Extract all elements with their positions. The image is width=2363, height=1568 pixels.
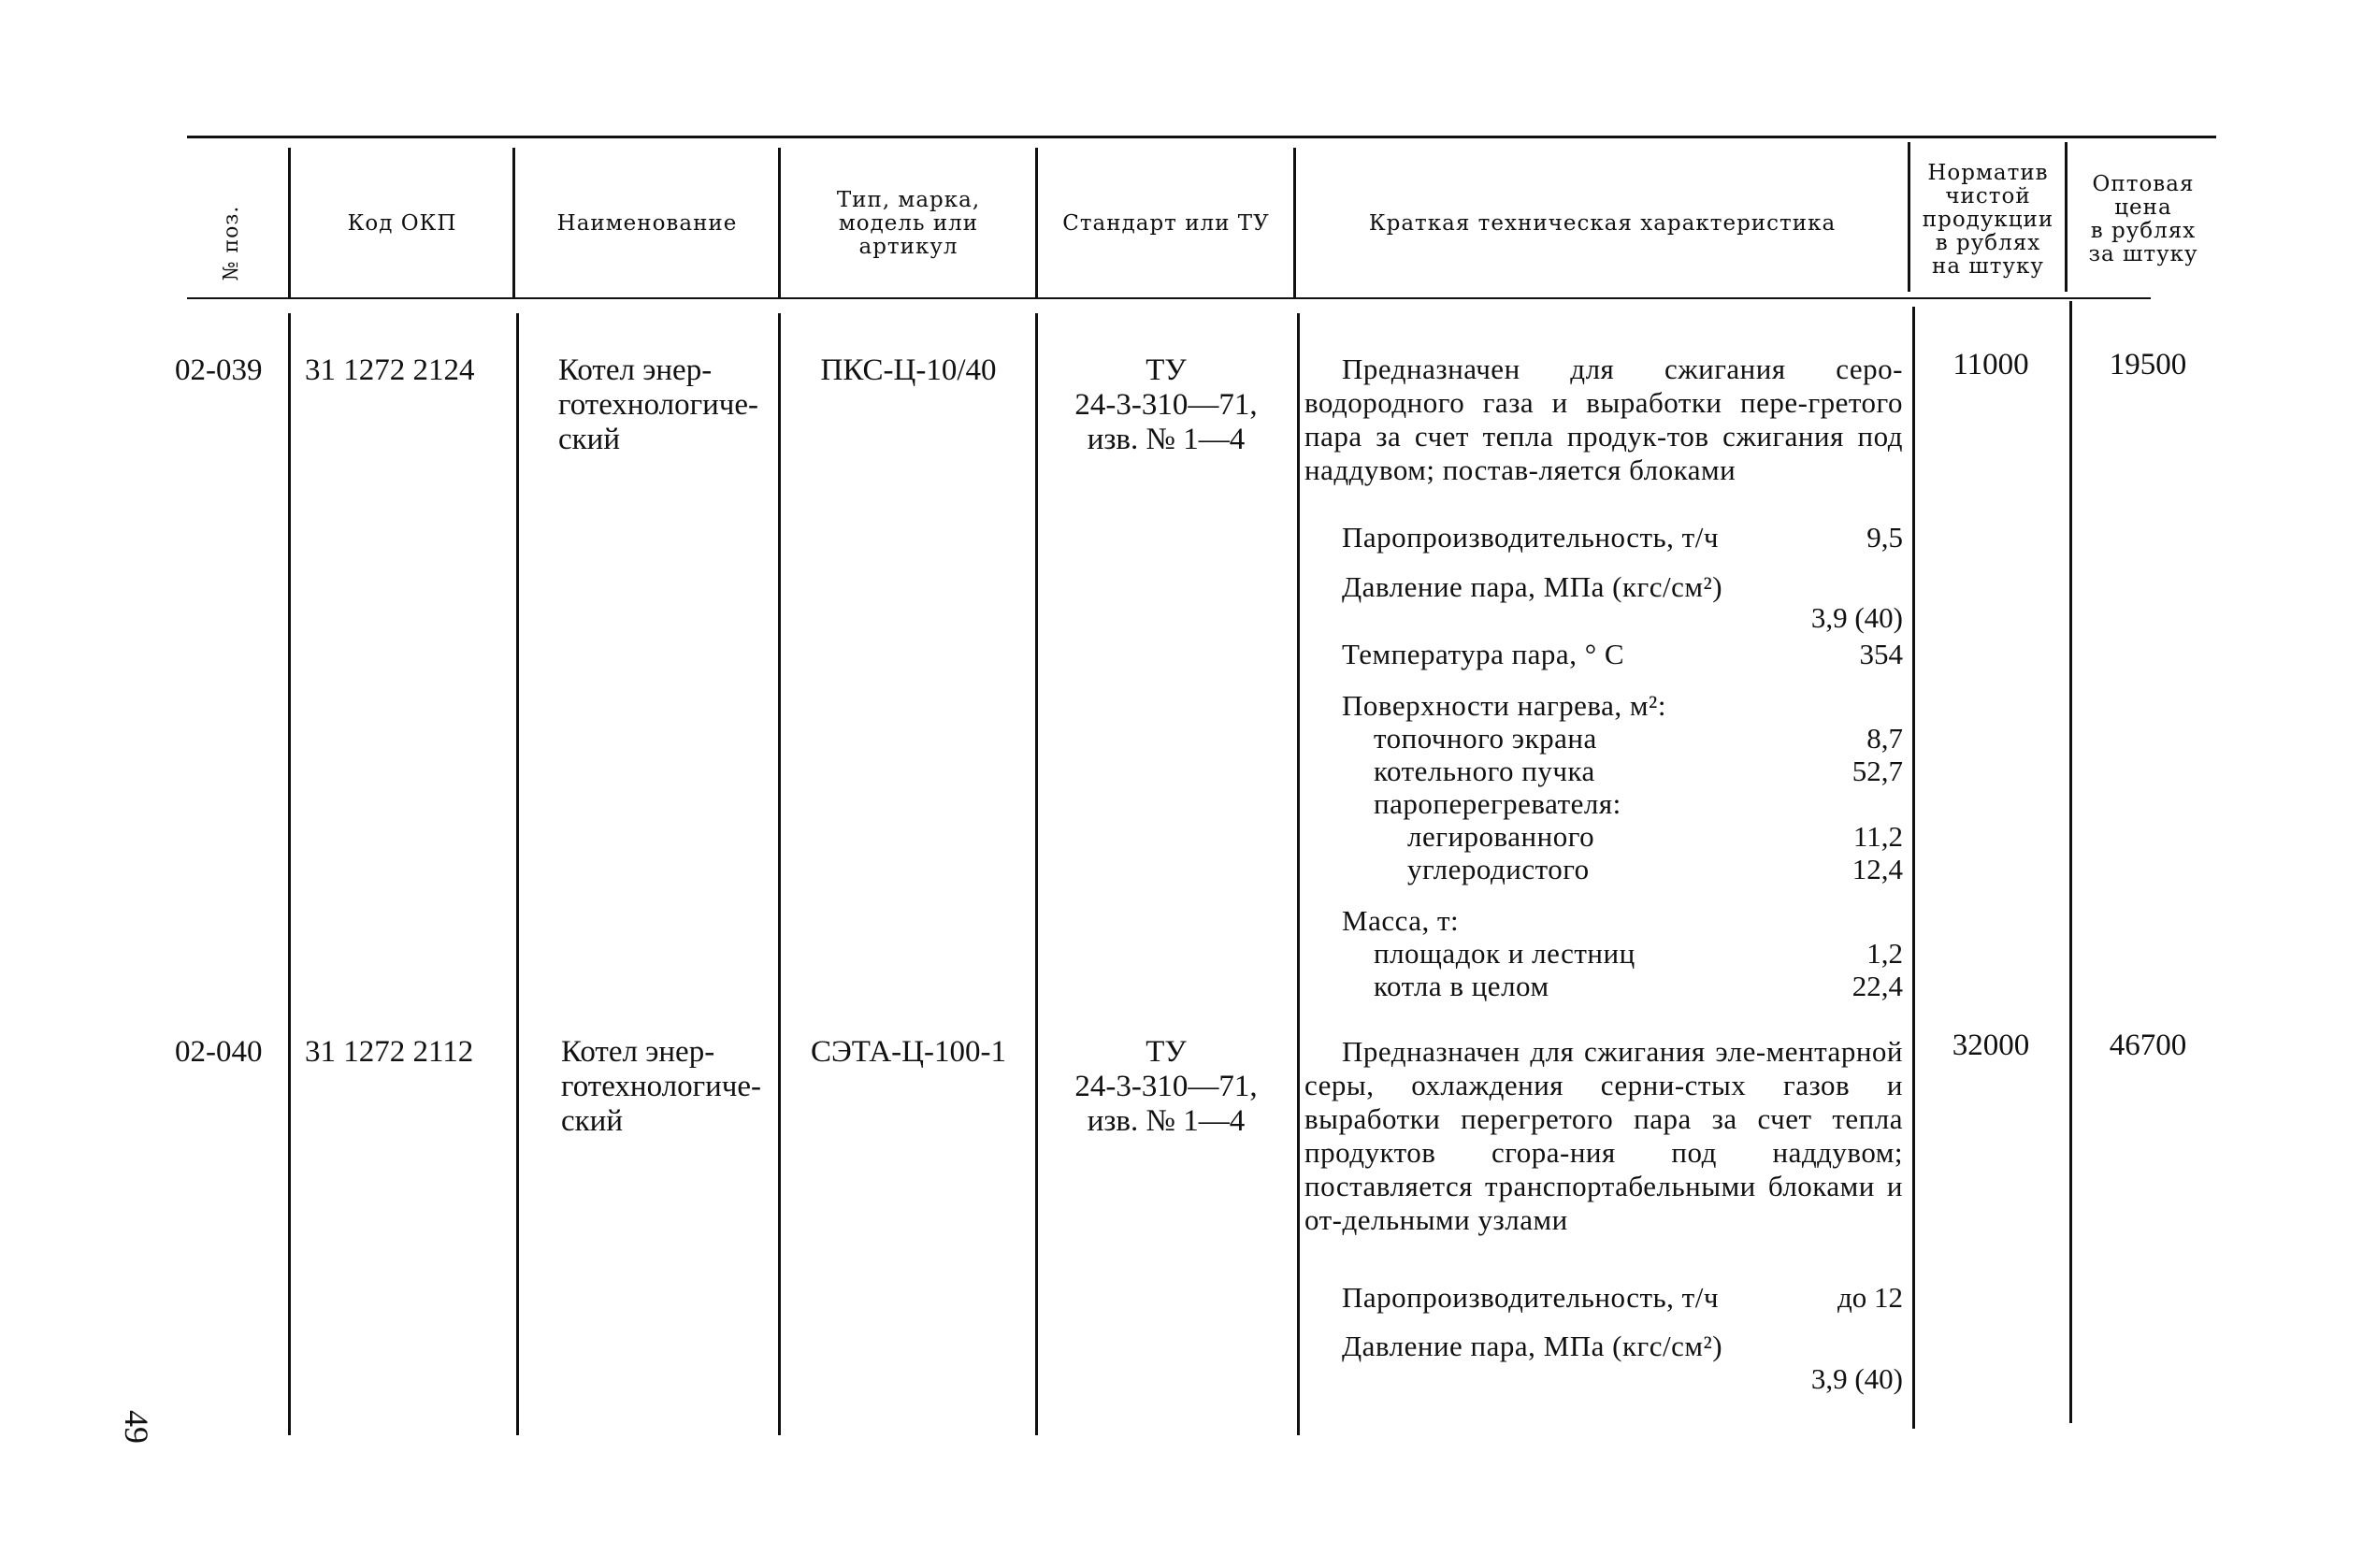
- col-sep-7: [2065, 142, 2068, 292]
- row1-description: Предназначен для сжигания серо-водородного газа и выработки пере-гретого пара за счет тепла продук-тов сжигания под наддувом; постав-ляется блоками: [1304, 352, 1903, 486]
- row2-standard: ТУ 24-3-310—71, изв. № 1—4: [1074, 1035, 1258, 1138]
- col-sep-1: [288, 148, 291, 297]
- page-number: 49: [118, 1410, 155, 1444]
- row1-spec-value: 12,4: [1851, 853, 1903, 885]
- row1-spec-value: 22,4: [1851, 970, 1903, 1002]
- top-rule: [187, 136, 2216, 138]
- row1-name: Котел энер- готехнологиче- ский: [558, 353, 759, 456]
- header-name: Наименование: [556, 210, 738, 236]
- body-sep-6: [1912, 307, 1915, 1429]
- body-sep-3: [778, 313, 781, 1435]
- row1-spec-value: 8,7: [1866, 722, 1903, 755]
- row1-spec-label: легированного: [1407, 820, 1595, 853]
- body-sep-2: [516, 313, 519, 1435]
- row1-spec-label: топочного экрана: [1374, 722, 1597, 755]
- body-sep-1: [288, 313, 291, 1435]
- row1-spec-label: Поверхности нагрева, м²:: [1342, 689, 1666, 722]
- col-sep-2: [512, 148, 515, 297]
- row1-spec-label: пароперегревателя:: [1374, 787, 1621, 820]
- header-pos: № поз.: [220, 205, 243, 281]
- row2-pos: 02-040: [175, 1035, 263, 1069]
- row1-spec-label: Давление пара, МПа (кгс/см²): [1342, 570, 1723, 603]
- col-sep-6: [1908, 142, 1910, 292]
- header-okp: Код ОКП: [347, 210, 457, 236]
- row1-spec-value: 11,2: [1852, 820, 1903, 853]
- row1-price: 19500: [2109, 348, 2187, 381]
- row2-norm: 32000: [1952, 1029, 2030, 1062]
- row2-spec-value: 3,9 (40): [1810, 1362, 1903, 1395]
- body-sep-7: [2069, 301, 2072, 1423]
- row1-spec-label: площадок и лестниц: [1374, 937, 1635, 970]
- header-tech: Краткая техническая характеристика: [1368, 210, 1837, 236]
- header-price: Оптовая цена в рублях за штуку: [2088, 172, 2198, 266]
- body-sep-4: [1035, 313, 1038, 1435]
- row1-spec-label: Паропроизводительность, т/ч: [1342, 521, 1719, 554]
- row1-spec-label: котла в целом: [1374, 970, 1549, 1002]
- col-sep-5: [1293, 148, 1296, 297]
- row1-spec-label: Температура пара, ° С: [1342, 638, 1625, 670]
- row2-name: Котел энер- готехнологиче- ский: [561, 1035, 762, 1138]
- row1-spec-label: котельного пучка: [1374, 755, 1595, 787]
- row2-type: СЭТА-Ц-100-1: [811, 1035, 1006, 1069]
- row1-spec-value: 3,9 (40): [1810, 601, 1903, 634]
- header-bottom-rule: [187, 297, 2151, 299]
- row1-spec-value: 9,5: [1866, 521, 1903, 554]
- row1-standard: ТУ 24-3-310—71, изв. № 1—4: [1074, 353, 1258, 456]
- row1-spec-value: 354: [1859, 638, 1903, 670]
- header-standard: Стандарт или ТУ: [1062, 210, 1270, 236]
- row2-okp: 31 1272 2112: [305, 1035, 474, 1069]
- row1-spec-value: 52,7: [1851, 755, 1903, 787]
- col-sep-4: [1035, 148, 1038, 297]
- row2-spec-label: Давление пара, МПа (кгс/см²): [1342, 1330, 1723, 1362]
- row1-okp: 31 1272 2124: [305, 353, 475, 387]
- body-sep-5: [1297, 313, 1300, 1435]
- header-type: Тип, марка, модель или артикул: [836, 187, 981, 259]
- row2-description: Предназначен для сжигания эле-ментарной серы, охлаждения серни-стых газов и выработки перегретого пара за счет тепла продуктов сгора-ния под наддувом; поставляется транспортабельными блоками и от-дельными узлами: [1304, 1035, 1903, 1236]
- row1-norm: 11000: [1952, 348, 2029, 381]
- row2-spec-label: Паропроизводительность, т/ч: [1342, 1281, 1719, 1314]
- row1-type: ПКС-Ц-10/40: [820, 353, 997, 387]
- col-sep-3: [778, 148, 781, 297]
- header-norm: Норматив чистой продукции в рублях на штуку: [1922, 160, 2054, 279]
- row2-spec-value: до 12: [1837, 1281, 1903, 1314]
- row1-spec-label: Масса, т:: [1342, 904, 1460, 937]
- row1-spec-label: углеродистого: [1407, 853, 1590, 885]
- row1-spec-value: 1,2: [1866, 937, 1903, 970]
- row2-price: 46700: [2109, 1029, 2187, 1062]
- row1-pos: 02-039: [175, 353, 263, 387]
